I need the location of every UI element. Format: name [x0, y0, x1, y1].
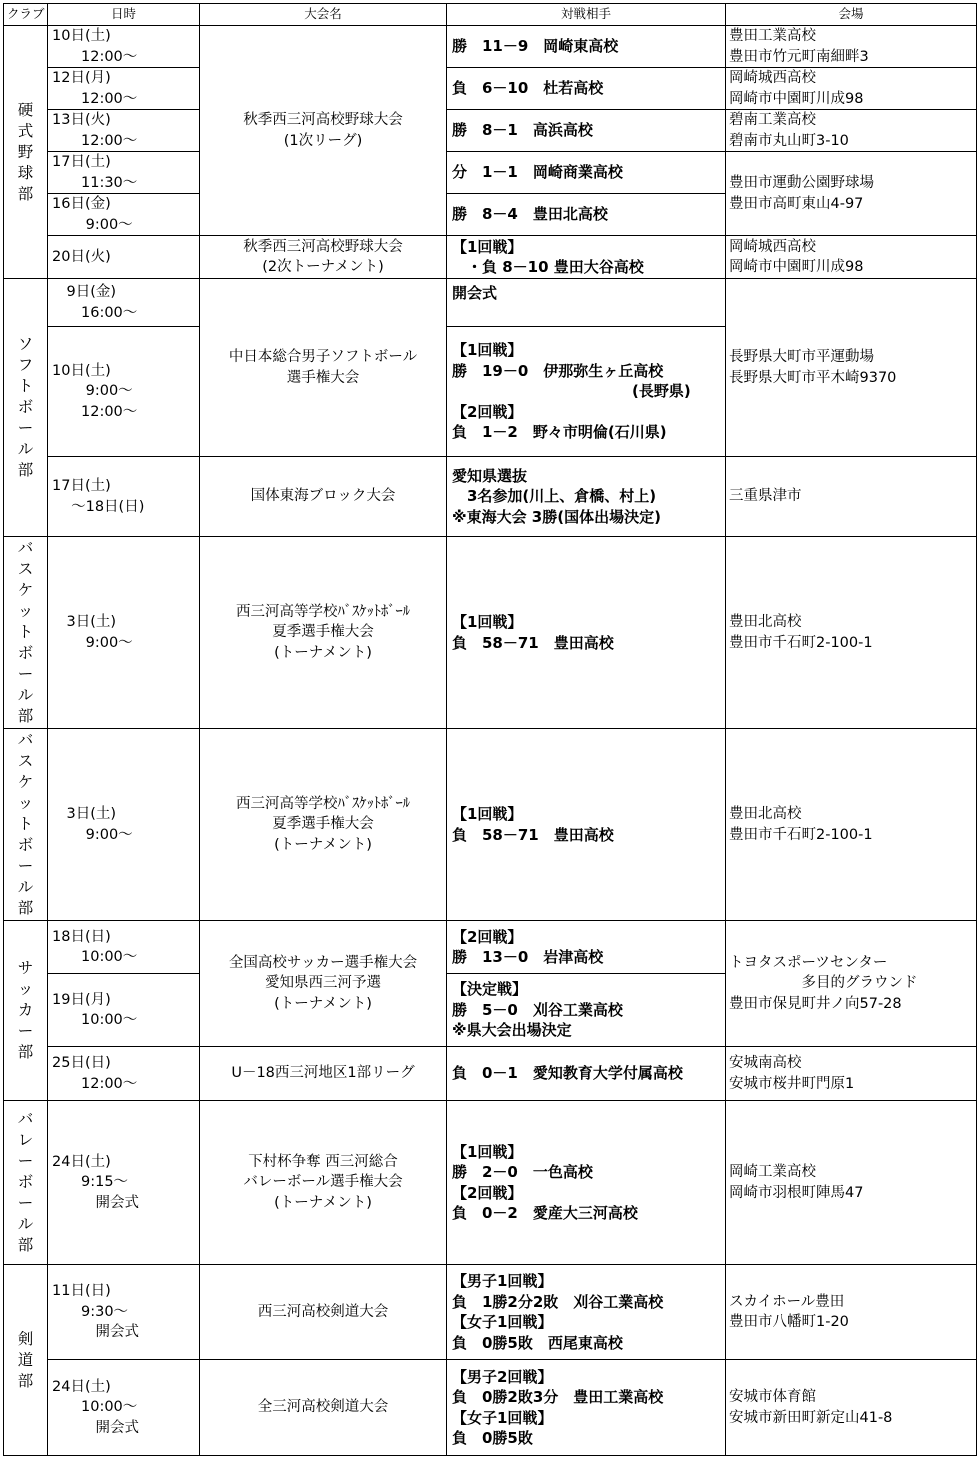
result-cell: 愛知県選抜 3名参加(川上、倉橋、村上) ※東海大会 3勝(国体出場決定) — [447, 457, 726, 537]
venue-cell: 豊田北高校 豊田市千石町2-100-1 — [726, 537, 977, 729]
venue-cell: 豊田市運動公園野球場 豊田市高町東山4-97 — [726, 152, 977, 236]
table-row — [4, 1265, 977, 1360]
tournament-cell: 秋季西三河高校野球大会 (2次トーナメント) — [200, 236, 447, 279]
date-cell: 10日(土) 9:00～ 12:00～ — [48, 327, 200, 457]
table-row — [4, 537, 977, 729]
table-row — [4, 1047, 977, 1101]
date-cell: 17日(土) 11:30～ — [48, 152, 200, 194]
venue-cell: 安城南高校 安城市桜井町門原1 — [726, 1047, 977, 1101]
venue-cell: トヨタスポーツセンター 多目的グラウンド 豊田市保見町井ノ向57-28 — [726, 921, 977, 1047]
result-cell: 勝 8－4 豊田北高校 — [447, 194, 726, 236]
table-row — [4, 729, 977, 921]
venue-cell: 岡崎工業高校 岡崎市羽根町陣馬47 — [726, 1101, 977, 1265]
tournament-cell: 秋季西三河高校野球大会 (1次リーグ) — [200, 26, 447, 236]
tournament-cell: 西三河高校剣道大会 — [200, 1265, 447, 1360]
table-row — [4, 68, 977, 110]
table-row — [4, 457, 977, 537]
result-cell: 【男子1回戦】 負 1勝2分2敗 刈谷工業高校 【女子1回戦】 負 0勝5敗 西尾東高校 — [447, 1265, 726, 1360]
header-club: クラブ — [4, 4, 48, 26]
table-row — [4, 921, 977, 974]
header-tournament: 大会名 — [200, 4, 447, 26]
header-opponent: 対戦相手 — [447, 4, 726, 26]
tournament-cell: 下村杯争奪 西三河総合 バレーボール選手権大会 (トーナメント) — [200, 1101, 447, 1265]
club-kendo: 剣道部 — [4, 1265, 48, 1456]
table-row — [4, 236, 977, 279]
venue-cell: 安城市体育館 安城市新田町新定山41-8 — [726, 1360, 977, 1456]
table-row — [4, 1360, 977, 1456]
result-cell: 【1回戦】 負 58－71 豊田高校 — [447, 729, 726, 921]
venue-cell: 豊田工業高校 豊田市竹元町南細畔3 — [726, 26, 977, 68]
table-row — [4, 1101, 977, 1265]
result-cell: 勝 11－9 岡崎東高校 — [447, 26, 726, 68]
tournament-cell: 全国高校サッカー選手権大会 愛知県西三河予選 (トーナメント) — [200, 921, 447, 1047]
result-cell: 【決定戦】 勝 5－0 刈谷工業高校 ※県大会出場決定 — [447, 974, 726, 1047]
club-baseball: 硬式野球部 — [4, 26, 48, 279]
result-cell: 【1回戦】 ・負 8－10 豊田大谷高校 — [447, 236, 726, 279]
date-cell: 24日(土) 9:15～ 開会式 — [48, 1101, 200, 1265]
date-cell: 13日(火) 12:00～ — [48, 110, 200, 152]
result-cell: 開会式 — [447, 279, 726, 327]
table-row — [4, 279, 977, 327]
table-row — [4, 152, 977, 194]
venue-cell: 岡崎城西高校 岡崎市中園町川成98 — [726, 68, 977, 110]
result-cell: 【1回戦】 勝 19－0 伊那弥生ヶ丘高校 (長野県) 【2回戦】 負 1－2 野々市明倫(石川県) — [447, 327, 726, 457]
date-cell: 20日(火) — [48, 236, 200, 279]
date-cell: 25日(日) 12:00～ — [48, 1047, 200, 1101]
date-cell: 10日(土) 12:00～ — [48, 26, 200, 68]
header-venue: 会場 — [726, 4, 977, 26]
result-cell: 負 6－10 杜若高校 — [447, 68, 726, 110]
club-basketball: バスケットボール部 — [4, 729, 48, 921]
tournament-cell: 中日本総合男子ソフトボール 選手権大会 — [200, 279, 447, 457]
header-row — [4, 4, 977, 26]
venue-cell: 三重県津市 — [726, 457, 977, 537]
tournament-cell: 西三河高等学校ﾊﾞｽｹｯﾄﾎﾞｰﾙ 夏季選手権大会 (トーナメント) — [200, 729, 447, 921]
date-cell: 9日(金) 16:00～ — [48, 279, 200, 327]
venue-cell: 豊田北高校 豊田市千石町2-100-1 — [726, 729, 977, 921]
date-cell: 18日(日) 10:00～ — [48, 921, 200, 974]
date-cell: 11日(日) 9:30～ 開会式 — [48, 1265, 200, 1360]
club-soccer: サッカー部 — [4, 921, 48, 1101]
date-cell: 3日(土) 9:00～ — [48, 537, 200, 729]
club-softball: ソフトボール部 — [4, 279, 48, 537]
result-cell: 【2回戦】 勝 13－0 岩津高校 — [447, 921, 726, 974]
result-cell: 分 1－1 岡崎商業高校 — [447, 152, 726, 194]
tournament-cell: U－18西三河地区1部リーグ — [200, 1047, 447, 1101]
venue-cell: 長野県大町市平運動場 長野県大町市平木崎9370 — [726, 279, 977, 457]
tournament-cell: 全三河高校剣道大会 — [200, 1360, 447, 1456]
date-cell: 12日(月) 12:00～ — [48, 68, 200, 110]
schedule-table — [3, 3, 977, 1456]
club-volleyball: バレーボール部 — [4, 1101, 48, 1265]
result-cell: 【1回戦】 負 58－71 豊田高校 — [447, 537, 726, 729]
tournament-cell: 国体東海ブロック大会 — [200, 457, 447, 537]
result-cell: 【1回戦】 勝 2－0 一色高校 【2回戦】 負 0－2 愛産大三河高校 — [447, 1101, 726, 1265]
date-cell: 17日(土) ～18日(日) — [48, 457, 200, 537]
date-cell: 3日(土) 9:00～ — [48, 729, 200, 921]
tournament-cell: 西三河高等学校ﾊﾞｽｹｯﾄﾎﾞｰﾙ 夏季選手権大会 (トーナメント) — [200, 537, 447, 729]
date-cell: 19日(月) 10:00～ — [48, 974, 200, 1047]
date-cell: 16日(金) 9:00～ — [48, 194, 200, 236]
venue-cell: 碧南工業高校 碧南市丸山町3-10 — [726, 110, 977, 152]
header-datetime: 日時 — [48, 4, 200, 26]
result-cell: 負 0－1 愛知教育大学付属高校 — [447, 1047, 726, 1101]
table-row — [4, 110, 977, 152]
table-row — [4, 26, 977, 68]
result-cell: 勝 8－1 高浜高校 — [447, 110, 726, 152]
club-basketball: バスケットボール部 — [4, 537, 48, 729]
date-cell: 24日(土) 10:00～ 開会式 — [48, 1360, 200, 1456]
venue-cell: スカイホール豊田 豊田市八幡町1-20 — [726, 1265, 977, 1360]
venue-cell: 岡崎城西高校 岡崎市中園町川成98 — [726, 236, 977, 279]
result-cell: 【男子2回戦】 負 0勝2敗3分 豊田工業高校 【女子1回戦】 負 0勝5敗 — [447, 1360, 726, 1456]
